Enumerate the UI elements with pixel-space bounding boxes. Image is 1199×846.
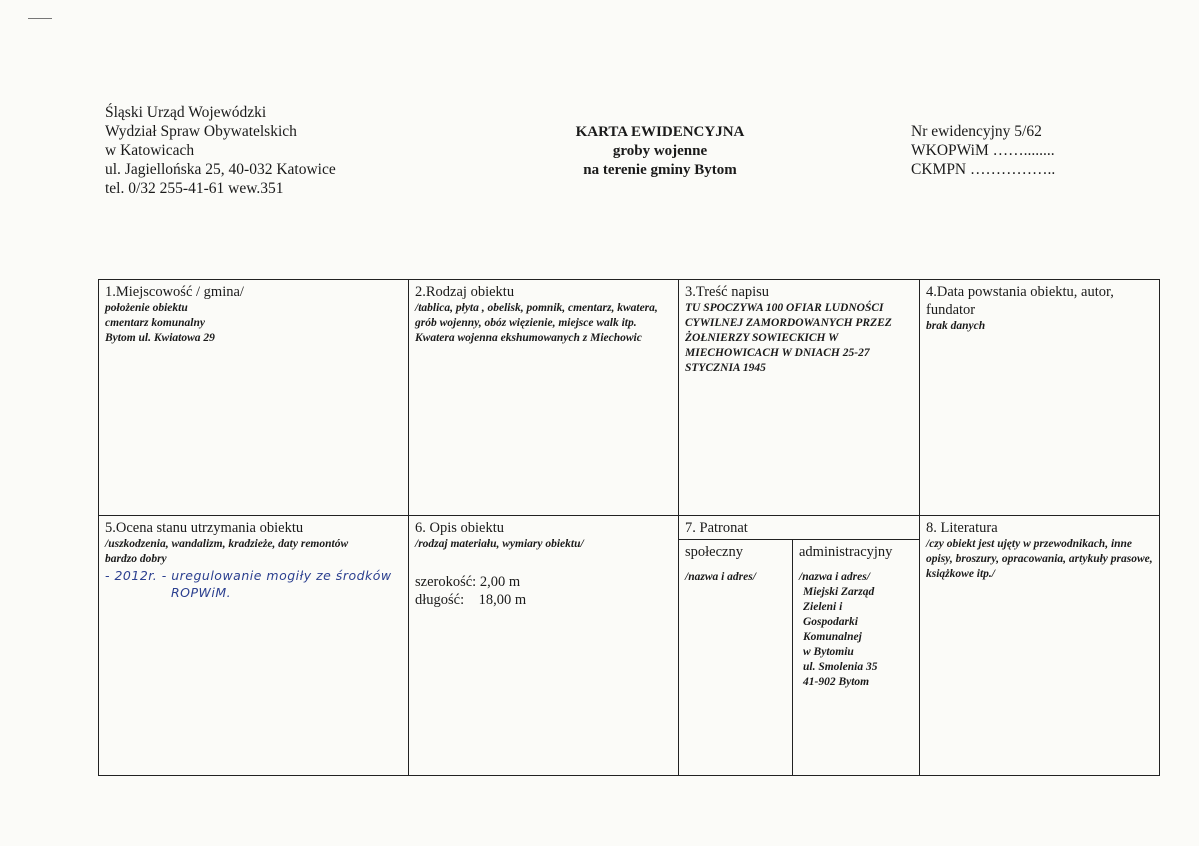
registry-line: CKMPN …………….. — [911, 161, 1056, 178]
cell-object-type-title: 2.Rodzaj obiektu — [415, 284, 515, 300]
cell-patronage-social — [679, 540, 792, 775]
registry-numbers — [911, 122, 1055, 179]
handwritten-note: ROPWiM. — [171, 585, 232, 600]
cell-condition-value: bardzo dobry — [105, 553, 167, 565]
scan-artifact — [28, 18, 52, 19]
cell-literature-hint: /czy obiekt jest ujęty w przewodnikach, inne opisy, broszury, opracowania, artykuły prasowe, książkowe itp./ — [926, 538, 1153, 580]
patronage-admin-line: Komunalnej — [803, 631, 862, 643]
cell-location-value: cmentarz komunalny — [105, 317, 206, 329]
office-line: Wydział Spraw Obywatelskich — [105, 123, 297, 140]
cell-origin-date-value: brak danych — [926, 320, 986, 332]
patronage-admin-line: w Bytomiu — [803, 646, 854, 658]
cell-condition-hint: /uszkodzenia, wandalizm, kradzieże, daty remontów — [105, 538, 349, 550]
cell-patronage-admin — [793, 540, 919, 775]
cell-location — [99, 280, 408, 515]
patronage-admin-line: ul. Smolenia 35 — [803, 661, 878, 673]
cell-literature-title: 8. Literatura — [926, 520, 998, 536]
patronage-admin-line: Zieleni i — [803, 601, 843, 613]
cell-origin-date-title: 4.Data powstania obiektu, autor, fundator — [926, 284, 1114, 318]
cell-description-title: 6. Opis obiektu — [415, 520, 505, 536]
cell-patronage — [679, 516, 919, 539]
cell-inscription — [679, 280, 919, 515]
title-line: na terenie gminy Bytom — [583, 162, 737, 178]
office-address — [105, 103, 336, 198]
office-line: ul. Jagiellońska 25, 40-032 Katowice — [105, 161, 336, 178]
patronage-admin-line: 41-902 Bytom — [803, 676, 870, 688]
patronage-social-label: społeczny — [685, 544, 743, 560]
patronage-admin-label: administracyjny — [799, 544, 893, 560]
title-line: KARTA EWIDENCYJNA — [575, 124, 745, 140]
cell-condition — [99, 516, 408, 775]
cell-location-value: Bytom ul. Kwiatowa 29 — [105, 332, 215, 344]
cell-location-hint: położenie obiektu — [105, 302, 188, 314]
patronage-admin-hint: /nazwa i adres/ — [799, 571, 870, 583]
cell-inscription-title: 3.Treść napisu — [685, 284, 770, 300]
cell-origin-date — [920, 280, 1159, 515]
registry-line: WKOPWiM ……........ — [911, 142, 1055, 159]
cell-location-title: 1.Miejscowość / gmina/ — [105, 284, 244, 300]
cell-object-type — [409, 280, 678, 515]
cell-inscription-value: TU SPOCZYWA 100 OFIAR LUDNOŚCI CYWILNEJ ZAMORDOWANYCH PRZEZ ŻOŁNIERZY SOWIECKICH W MIECHOWICACH W DNIACH 25-27 STYCZNIA 1945 — [685, 302, 892, 374]
patronage-admin-line: Miejski Zarząd — [803, 586, 875, 598]
cell-patronage-title: 7. Patronat — [685, 520, 748, 536]
patronage-admin-line: Gospodarki — [803, 616, 858, 628]
cell-literature — [920, 516, 1159, 775]
handwritten-note: - 2012r. - uregulowanie mogiły ze środków — [105, 568, 392, 583]
width-value: szerokość: 2,00 m — [415, 574, 521, 590]
cell-object-type-value: Kwatera wojenna ekshumowanych z Miechowic — [415, 332, 642, 344]
cell-condition-title: 5.Ocena stanu utrzymania obiektu — [105, 520, 304, 536]
cell-description — [409, 516, 678, 775]
cell-object-type-hint: /tablica, płyta , obelisk, pomnik, cmentarz, kwatera, grób wojenny, obóz więzienie, miejsce walk itp. — [415, 302, 658, 329]
office-line: w Katowicach — [105, 142, 195, 159]
registry-line: Nr ewidencyjny 5/62 — [911, 123, 1042, 140]
length-value: długość: 18,00 m — [415, 592, 527, 608]
record-card-table — [98, 279, 1160, 776]
patronage-social-hint: /nazwa i adres/ — [685, 571, 756, 583]
title-line: groby wojenne — [612, 143, 708, 159]
office-line: tel. 0/32 255-41-61 wew.351 — [105, 180, 284, 197]
cell-description-hint: /rodzaj materiału, wymiary obiektu/ — [415, 538, 584, 550]
office-line: Śląski Urząd Wojewódzki — [105, 104, 267, 121]
document-title — [540, 123, 780, 180]
